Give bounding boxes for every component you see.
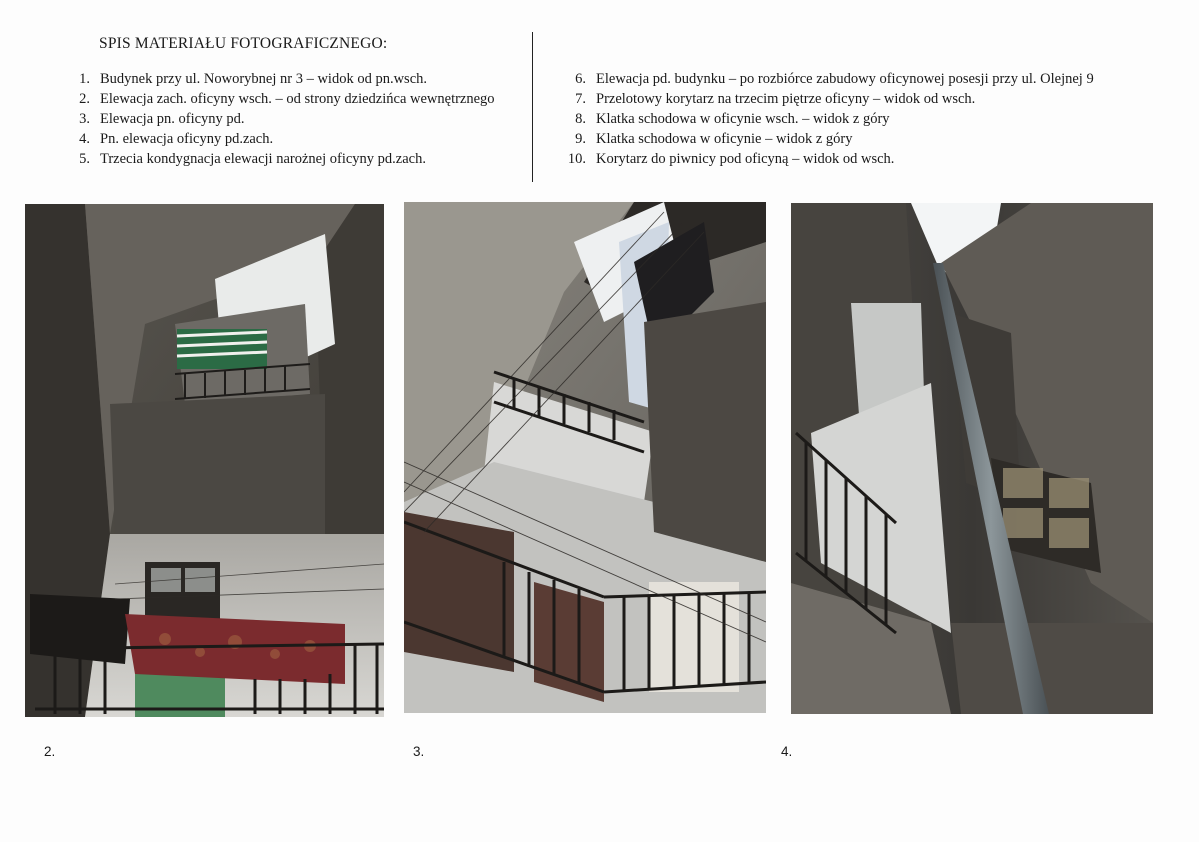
list-item: 7. Przelotowy korytarz na trzecim piętrze oficyny – widok od wsch. xyxy=(575,91,976,107)
photo-2-image xyxy=(25,204,384,717)
list-item: 2. Elewacja zach. oficyny wsch. – od strony dziedzińca wewnętrznego xyxy=(79,91,495,107)
list-item: 6. Elewacja pd. budynku – po rozbiórce zabudowy oficynowej posesji przy ul. Olejnej 9 xyxy=(575,71,1094,87)
list-item: 1. Budynek przy ul. Noworybnej nr 3 – widok od pn.wsch. xyxy=(79,71,428,87)
photo-3-image xyxy=(404,202,766,713)
photo-caption: 2. xyxy=(44,744,56,759)
photo-list-right xyxy=(556,69,1094,169)
photo-list-left xyxy=(64,69,495,169)
photo-caption: 4. xyxy=(781,744,793,759)
photo-caption: 3. xyxy=(413,744,425,759)
list-item: 9. Klatka schodowa w oficynie – widok z góry xyxy=(575,131,853,147)
list-item: 10. Korytarz do piwnicy pod oficyną – widok od wsch. xyxy=(567,151,895,167)
list-item: 4. Pn. elewacja oficyny pd.zach. xyxy=(79,131,274,147)
photo-4-image xyxy=(791,203,1153,714)
photo-corner-elevation xyxy=(791,203,1153,714)
column-divider xyxy=(532,32,533,182)
document-heading: SPIS MATERIAŁU FOTOGRAFICZNEGO: xyxy=(99,35,388,52)
photo-courtyard-elevation xyxy=(25,204,384,717)
photo-north-elevation xyxy=(404,202,766,713)
list-item: 8. Klatka schodowa w oficynie wsch. – widok z góry xyxy=(575,111,890,127)
list-item: 5. Trzecia kondygnacja elewacji narożnej oficyny pd.zach. xyxy=(79,151,426,167)
list-item: 3. Elewacja pn. oficyny pd. xyxy=(79,111,245,127)
